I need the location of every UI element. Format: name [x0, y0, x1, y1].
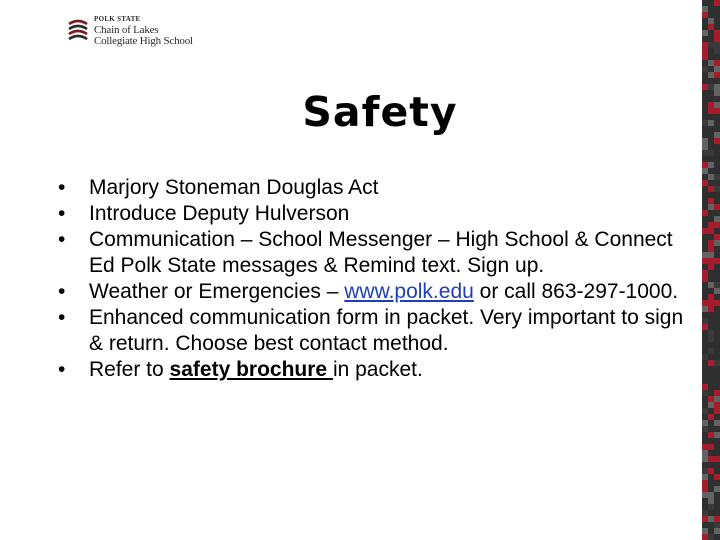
right-decorative-border — [702, 0, 720, 540]
bullet-text: Marjory Stoneman Douglas Act — [89, 176, 379, 199]
bullet-item — [58, 279, 688, 305]
safety-brochure-link[interactable]: safety brochure — [169, 358, 333, 381]
bullet-text-suffix: in packet. — [332, 358, 423, 381]
bullet-item — [58, 357, 688, 383]
bullet-text: Enhanced communication form in packet. Very important to sign & return. Choose best contact method. — [89, 306, 684, 355]
logo-line-2: Collegiate High School — [94, 35, 193, 47]
bullet-item — [58, 305, 688, 357]
school-logo — [66, 16, 206, 48]
logo-mark-icon — [66, 18, 90, 44]
logo-top-text: POLK STATE — [94, 15, 141, 23]
bullet-text-prefix: Weather or Emergencies – — [89, 280, 345, 303]
logo-line-1: Chain of Lakes — [94, 24, 159, 36]
bullet-text-suffix: or call 863-297-1000. — [473, 280, 679, 303]
website-link[interactable]: www.polk.edu — [344, 280, 474, 303]
border-pattern-icon — [702, 0, 720, 540]
bullet-item — [58, 175, 688, 201]
bullet-text: Communication – School Messenger – High School & Connect Ed Polk State messages & Remind text. Sign up. — [89, 228, 673, 277]
bullet-text: Introduce Deputy Hulverson — [89, 202, 350, 225]
slide-title: Safety — [302, 88, 458, 136]
bullet-text-prefix: Refer to — [89, 358, 170, 381]
bullet-item — [58, 227, 688, 279]
bullet-list — [58, 175, 688, 383]
bullet-item — [58, 201, 688, 227]
